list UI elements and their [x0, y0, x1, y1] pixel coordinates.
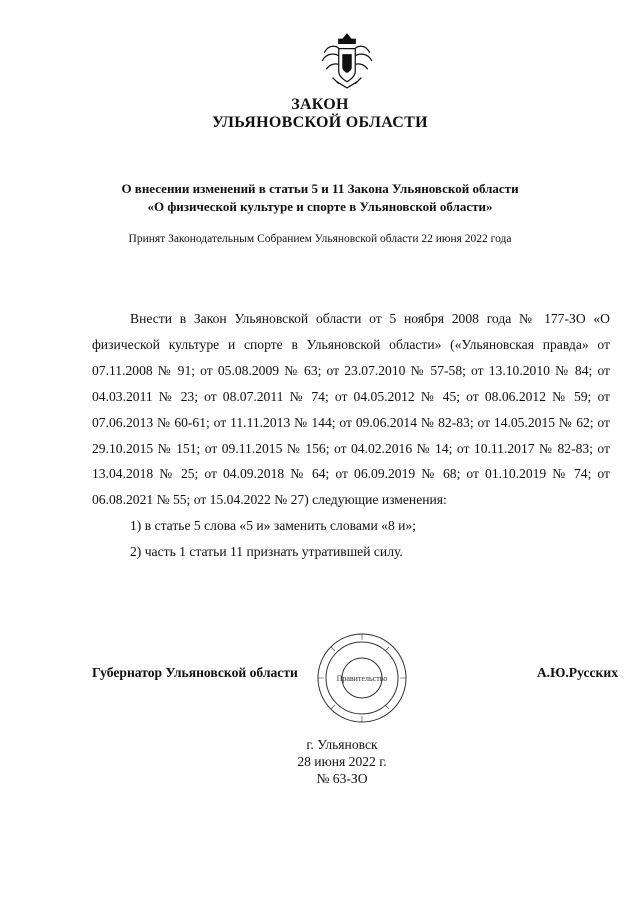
stamp-center-text: Правительство [336, 674, 388, 683]
amendment-item-1: 1) в статье 5 слова «5 и» заменить словами «8 и»; [130, 518, 417, 534]
signature-name: А.Ю.Русских [536, 665, 618, 680]
round-seal-stamp [316, 632, 408, 724]
issue-city: г. Ульяновск [306, 737, 378, 752]
amendment-item-2: 2) часть 1 статьи 11 признать утратившей силу. [130, 544, 403, 560]
law-body [92, 306, 610, 565]
law-region-title: УЛЬЯНОВСКОЙ ОБЛАСТИ [212, 114, 428, 131]
law-title: ЗАКОН [291, 96, 349, 113]
law-subject [0, 180, 640, 216]
body-paragraph: Внести в Закон Ульяновской области от 5 ноября 2008 года № 177-ЗО «О физической культуре и спорте в Ульяновской области» («Ульяновская правда» от 07.11.2008 № 91; от 05.08.2009 № 63; от 23.07.2010 № 57-58; от 13.10.2010 № 84; от 04.03.2011 № 23; от 08.07.2011 № 74; от 04.05.2012 № 45; от 08.06.2012 № 59; от 07.06.2013 № 60-61; от 11.11.2013 № 144; от 09.06.2014 № 82-83; от 14.05.2015 № 62; от 29.10.2015 № 151; от 09.11.2015 № 156; от 04.02.2016 № 14; от 10.11.2017 № 82-83; от 13.04.2018 № 25; от 04.09.2018 № 64; от 06.09.2019 № 68; от 01.10.2019 № 74; от 06.08.2021 № 55; от 15.04.2022 № 27) следующие изменения: [92, 311, 610, 508]
subject-line-1: О внесении изменений в статьи 5 и 11 Закона Ульяновской области [121, 181, 519, 196]
signature-title: Губернатор Ульяновской области [92, 665, 298, 680]
adoption-note: Принят Законодательным Собранием Ульяновской области 22 июня 2022 года [128, 233, 512, 245]
coat-of-arms-icon [316, 30, 378, 92]
law-number: № 63-ЗО [316, 771, 368, 786]
issue-date: 28 июня 2022 г. [297, 754, 387, 769]
subject-line-2: «О физической культуре и спорте в Ульяновской области» [147, 199, 493, 214]
